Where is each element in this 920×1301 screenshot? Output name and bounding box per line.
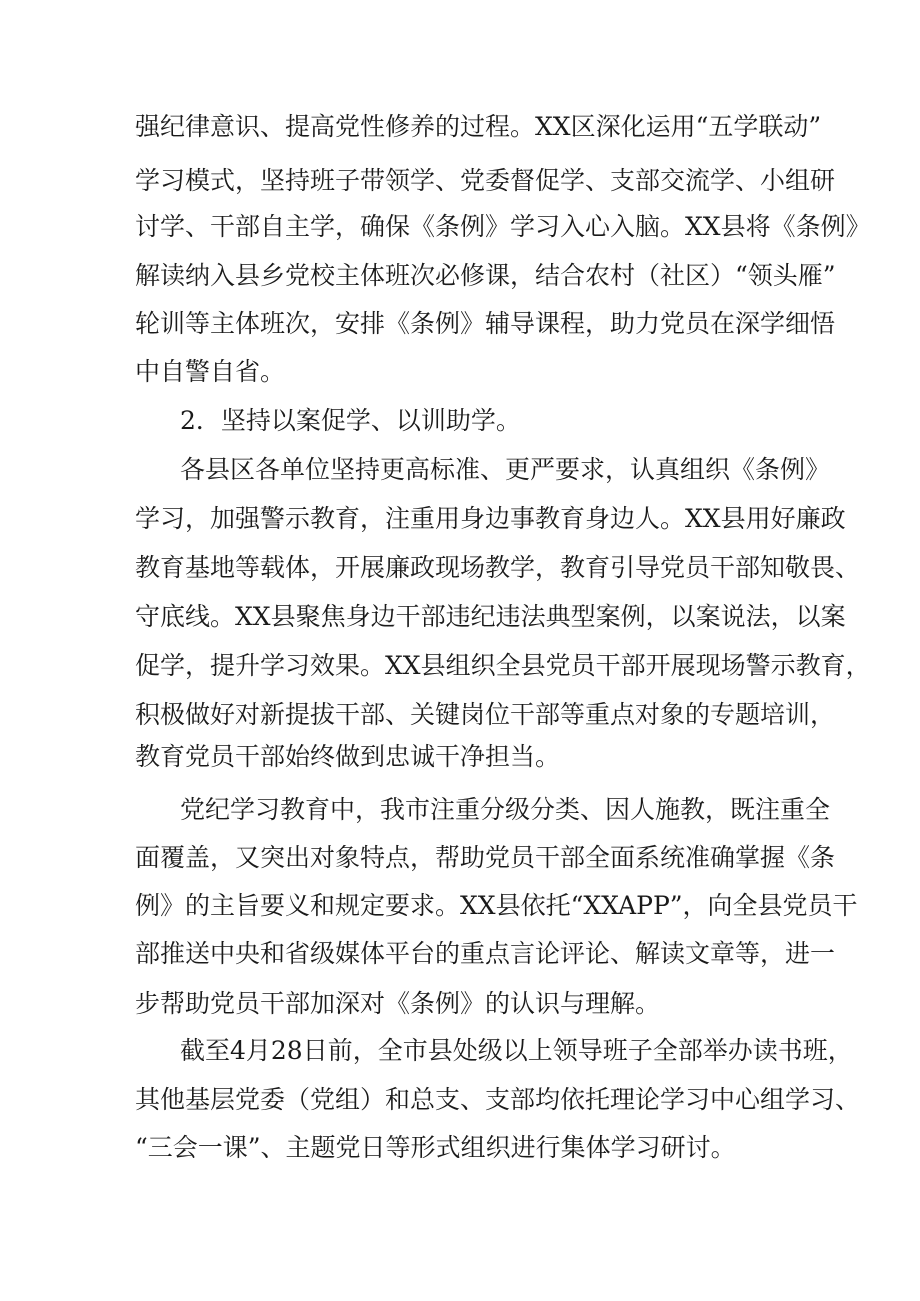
text-line: 教育党员干部始终做到忠诚干净担当。 [135,742,561,771]
text-line: 各县区各单位坚持更高标准、更严要求，认真组织《条例》 [180,455,831,484]
text-line: 步帮助党员干部加深对《条例》的认识与理解。 [135,989,661,1018]
text-line: 积极做好对新提拔干部、关键岗位干部等重点对象的专题培训， [135,700,836,729]
section-heading: 2．坚持以案促学、以训助学。 [180,406,521,435]
text-line: 学习，加强警示教育，注重用身边事教育身边人。XX县用好廉政 [135,504,846,533]
text-line: 教育基地等载体，开展廉政现场教学，教育引导党员干部知敬畏、 [135,553,861,582]
text-line: 截至4月28日前，全市县处级以上领导班子全部举办读书班， [180,1036,853,1065]
text-line: 例》的主旨要义和规定要求。XX县依托“XXAPP”，向全县党员干 [135,891,858,920]
text-line: 守底线。XX县聚焦身边干部违纪违法典型案例，以案说法，以案 [135,602,846,631]
text-line: 中自警自省。 [135,357,286,386]
text-line: 党纪学习教育中，我市注重分级分类、因人施教，既注重全 [180,795,831,824]
text-line: 学习模式，坚持班子带领学、党委督促学、支部交流学、小组研 [135,166,836,195]
text-line: 面覆盖，又突出对象特点，帮助党员干部全面系统准确掌握《条 [135,843,836,872]
text-line: 解读纳入县乡党校主体班次必修课，结合农村（社区）“领头雁” [135,261,836,290]
text-line: 部推送中央和省级媒体平台的重点言论评论、解读文章等，进一 [135,939,836,968]
text-line: 促学，提升学习效果。XX县组织全县党员干部开展现场警示教育， [135,651,871,680]
text-line: 强纪律意识、提高党性修养的过程。XX区深化运用“五学联动” [135,112,822,141]
text-line: 轮训等主体班次，安排《条例》辅导课程，助力党员在深学细悟 [135,309,836,338]
text-line: “三会一课”、主题党日等形式组织进行集体学习研讨。 [135,1133,736,1162]
text-line: 讨学、干部自主学，确保《条例》学习入心入脑。XX县将《条例》 [135,212,871,241]
text-line: 其他基层党委（党组）和总支、支部均依托理论学习中心组学习、 [135,1085,861,1114]
